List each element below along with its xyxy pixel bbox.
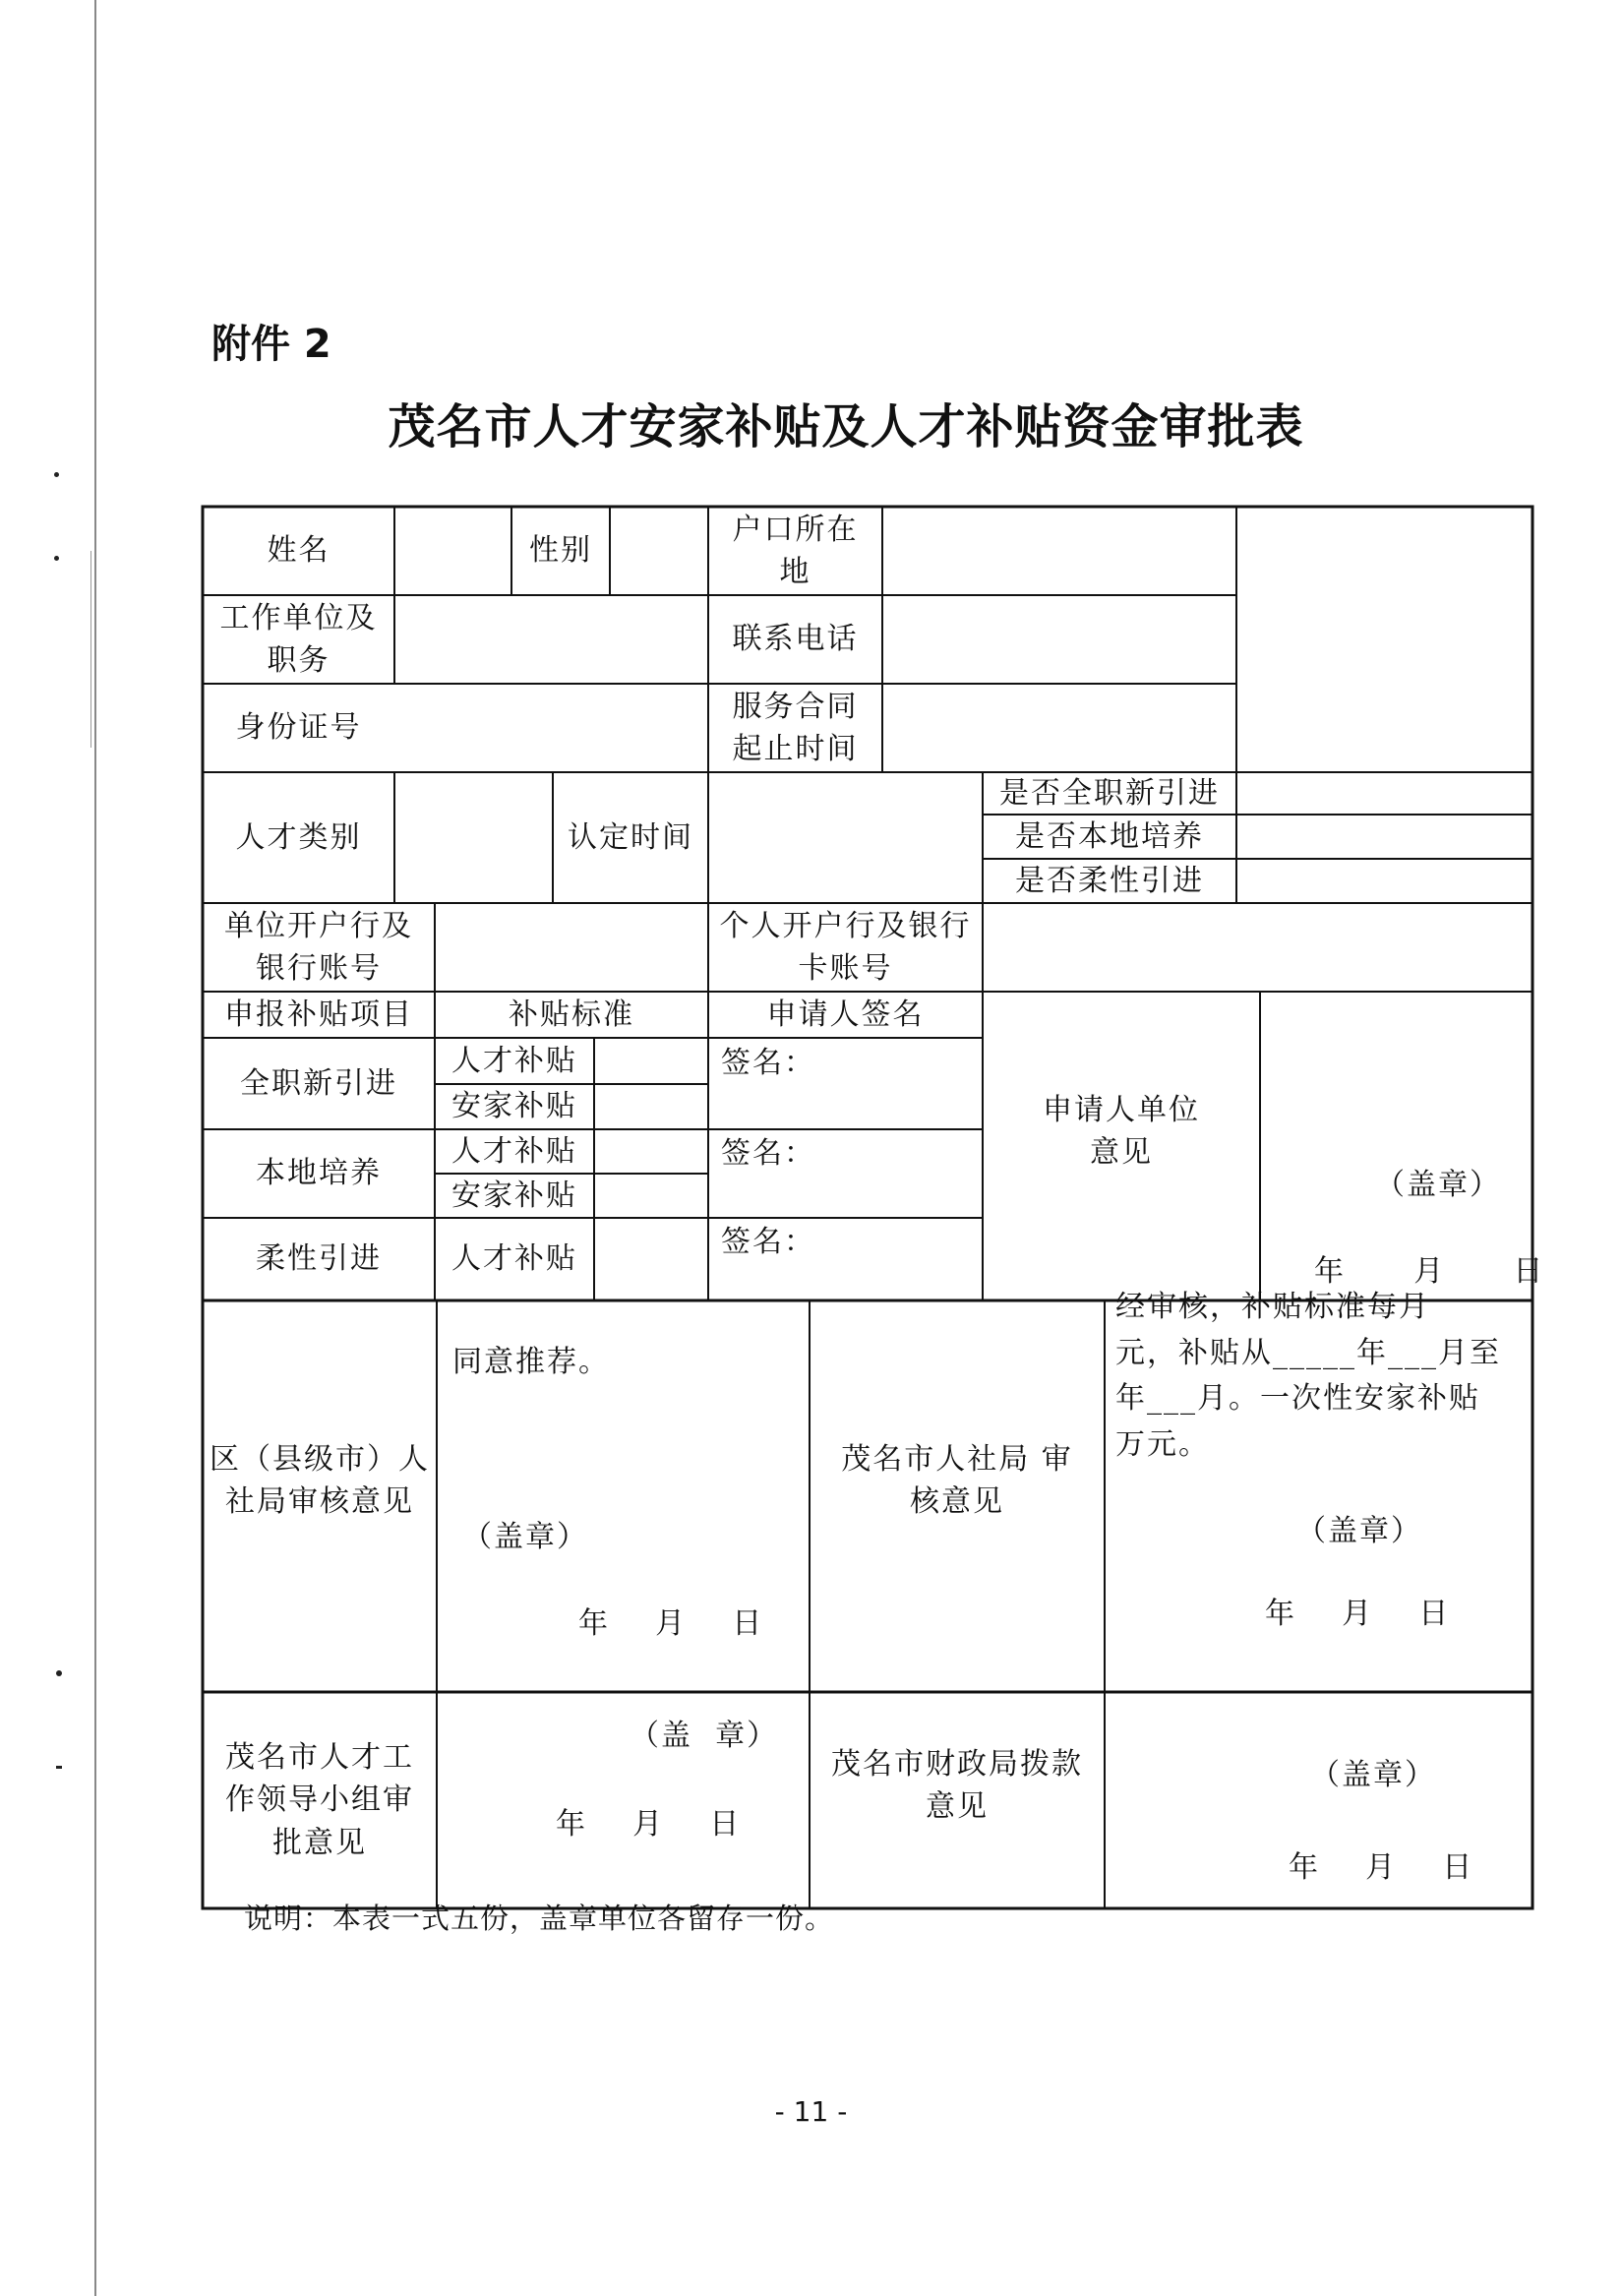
finance-seal: （盖章）: [1310, 1758, 1436, 1792]
recognition-time-field[interactable]: [708, 772, 983, 903]
local-signature[interactable]: 签名：: [721, 1136, 815, 1171]
id-label: 身份证号: [235, 710, 362, 746]
leader-group-seal: （盖 章）: [630, 1719, 779, 1753]
applicant-unit-opinion-label: 申请人单位 意见: [1043, 1092, 1200, 1170]
unit-bank-field[interactable]: [435, 903, 708, 992]
review-text: 经审核，补贴标准每月 元，补贴从_____年___月至 年___月。一次性安家补贴 万元。: [1115, 1290, 1501, 1462]
finance-date: 年 月 日: [1289, 1850, 1474, 1885]
fulltime-talent-subsidy-label: 人才补贴: [451, 1043, 577, 1078]
fulltime-label: 全职新引进: [240, 1065, 397, 1101]
gender-field[interactable]: [610, 507, 708, 595]
recognition-time-label: 认定时间: [568, 819, 693, 855]
name-field[interactable]: [394, 507, 511, 595]
fulltime-question: 是否全职新引进: [999, 775, 1220, 811]
city-hrss-label: 茂名市人社局 审 核意见: [841, 1441, 1073, 1519]
form-note: 说明：本表一式五份，盖章单位各留存一份。: [244, 1902, 835, 1935]
subsidy-item-header: 申报补贴项目: [224, 997, 413, 1032]
fulltime-signature[interactable]: 签名：: [721, 1046, 815, 1080]
hukou-field[interactable]: [882, 507, 1236, 595]
form-title: 茂名市人才安家补贴及人才补贴资金审批表: [388, 399, 1304, 454]
flexible-signature[interactable]: 签名：: [721, 1225, 815, 1259]
employer-label: 工作单位及 职务: [219, 600, 378, 678]
unit-bank-label: 单位开户行及 银行账号: [224, 908, 413, 986]
flexible-talent-subsidy-amount[interactable]: [594, 1218, 708, 1300]
id-field[interactable]: [394, 684, 708, 772]
name-label: 姓名: [267, 533, 330, 569]
flexible-answer[interactable]: [1236, 859, 1532, 903]
district-agree-text: 同意推荐。: [452, 1345, 610, 1379]
flexible-talent-subsidy-label: 人才补贴: [451, 1241, 577, 1277]
employer-field[interactable]: [394, 595, 708, 684]
fulltime-housing-subsidy-amount[interactable]: [594, 1084, 708, 1129]
fulltime-answer[interactable]: [1236, 772, 1532, 815]
contract-field[interactable]: [882, 684, 1236, 772]
finance-label: 茂名市财政局拨款 意见: [831, 1746, 1083, 1824]
flexible-question: 是否柔性引进: [1015, 863, 1204, 898]
flexible-label: 柔性引进: [256, 1241, 382, 1277]
local-talent-subsidy-label: 人才补贴: [451, 1133, 577, 1169]
applicant-unit-date: 年 月 日: [1314, 1254, 1545, 1289]
leader-group-label: 茂名市人才工 作领导小组审 批意见: [225, 1739, 414, 1860]
leader-group-date: 年 月 日: [556, 1807, 742, 1842]
city-hrss-seal: （盖章）: [1296, 1514, 1422, 1548]
personal-bank-label: 个人开户行及银行 卡账号: [719, 908, 972, 986]
fulltime-talent-subsidy-amount[interactable]: [594, 1038, 708, 1084]
local-answer[interactable]: [1236, 815, 1532, 859]
city-hrss-date: 年 月 日: [1265, 1597, 1451, 1631]
photo-area[interactable]: [1236, 507, 1532, 772]
local-housing-subsidy-amount[interactable]: [594, 1174, 708, 1218]
district-seal: （盖章）: [462, 1520, 588, 1554]
local-talent-subsidy-amount[interactable]: [594, 1129, 708, 1174]
phone-label: 联系电话: [732, 622, 859, 657]
district-date: 年 月 日: [578, 1606, 764, 1641]
local-question: 是否本地培养: [1015, 818, 1204, 854]
contract-label: 服务合同 起止时间: [732, 689, 859, 766]
applicant-unit-seal: （盖章）: [1375, 1168, 1501, 1202]
subsidy-standard-header: 补贴标准: [509, 997, 634, 1032]
personal-bank-field[interactable]: [983, 903, 1532, 992]
district-hr-label: 区（县级市）人 社局审核意见: [210, 1441, 430, 1519]
attachment-label: 附件 2: [211, 322, 331, 367]
page-number: - 11 -: [774, 2095, 848, 2128]
local-label: 本地培养: [256, 1156, 382, 1191]
fulltime-housing-subsidy-label: 安家补贴: [451, 1089, 577, 1124]
hukou-label: 户口所在 地: [732, 512, 859, 589]
local-housing-subsidy-label: 安家补贴: [451, 1178, 577, 1213]
gender-label: 性别: [529, 533, 592, 569]
phone-field[interactable]: [882, 595, 1236, 684]
talent-category-label: 人才类别: [235, 819, 362, 855]
applicant-signature-header: 申请人签名: [766, 997, 925, 1032]
talent-category-field[interactable]: [394, 772, 553, 903]
